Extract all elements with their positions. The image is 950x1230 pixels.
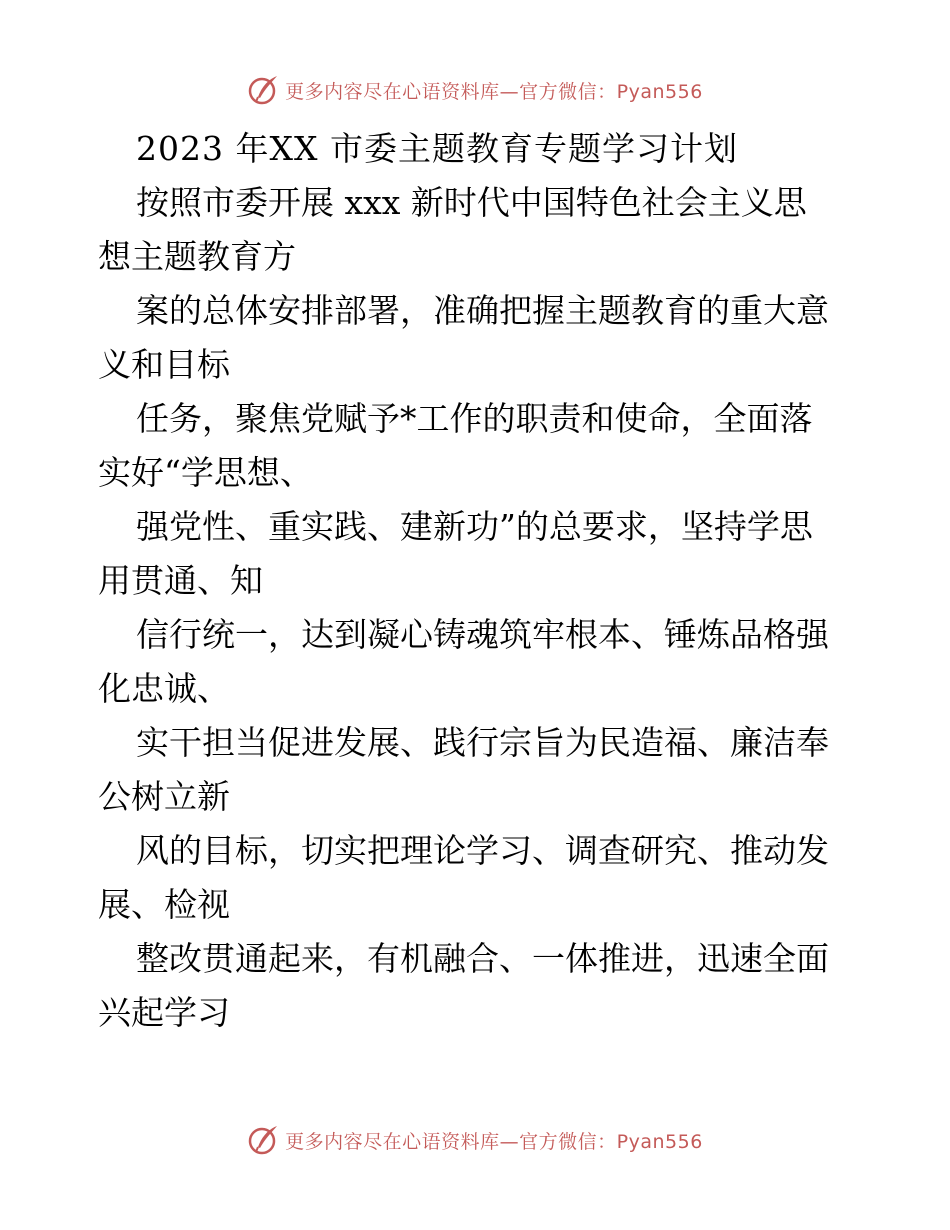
- watermark-text: 更多内容尽在心语资料库—官方微信：Pyan556: [285, 80, 703, 103]
- paragraph-line: 化忠诚、: [98, 669, 230, 708]
- paragraph-line: 按照市委开展 xxx 新时代中国特色社会主义思: [136, 183, 807, 222]
- header-watermark: [0, 70, 950, 110]
- footer-watermark: [0, 1120, 950, 1160]
- paragraph-line: 任务，聚焦党赋予*工作的职责和使命，全面落: [136, 399, 813, 438]
- paragraph-line: 案的总体安排部署，准确把握主题教育的重大意: [136, 291, 829, 330]
- paragraph-line: 公树立新: [98, 777, 230, 816]
- document-title: 2023 年XX 市委主题教育专题学习计划: [136, 129, 738, 168]
- feather-pen-circle-icon: [247, 1123, 281, 1157]
- paragraph-line: 兴起学习: [98, 993, 230, 1032]
- paragraph-line: 信行统一，达到凝心铸魂筑牢根本、锤炼品格强: [136, 615, 829, 654]
- paragraph-line: 想主题教育方: [98, 237, 296, 276]
- paragraph-line: 风的目标，切实把理论学习、调查研究、推动发: [136, 831, 829, 870]
- paragraph-line: 用贯通、知: [98, 561, 263, 600]
- watermark-text: 更多内容尽在心语资料库—官方微信：Pyan556: [285, 1130, 703, 1153]
- paragraph-line: 展、检视: [98, 885, 230, 924]
- paragraph-line: 义和目标: [98, 345, 230, 384]
- paragraph-line: 整改贯通起来，有机融合、一体推进，迅速全面: [136, 939, 829, 978]
- paragraph-line: 实干担当促进发展、践行宗旨为民造福、廉洁奉: [136, 723, 829, 762]
- paragraph-line: 实好“学思想、: [98, 453, 313, 492]
- document-body: [98, 122, 858, 1040]
- feather-pen-circle-icon: [247, 73, 281, 107]
- paragraph-line: 强党性、重实践、建新功”的总要求，坚持学思: [136, 507, 813, 546]
